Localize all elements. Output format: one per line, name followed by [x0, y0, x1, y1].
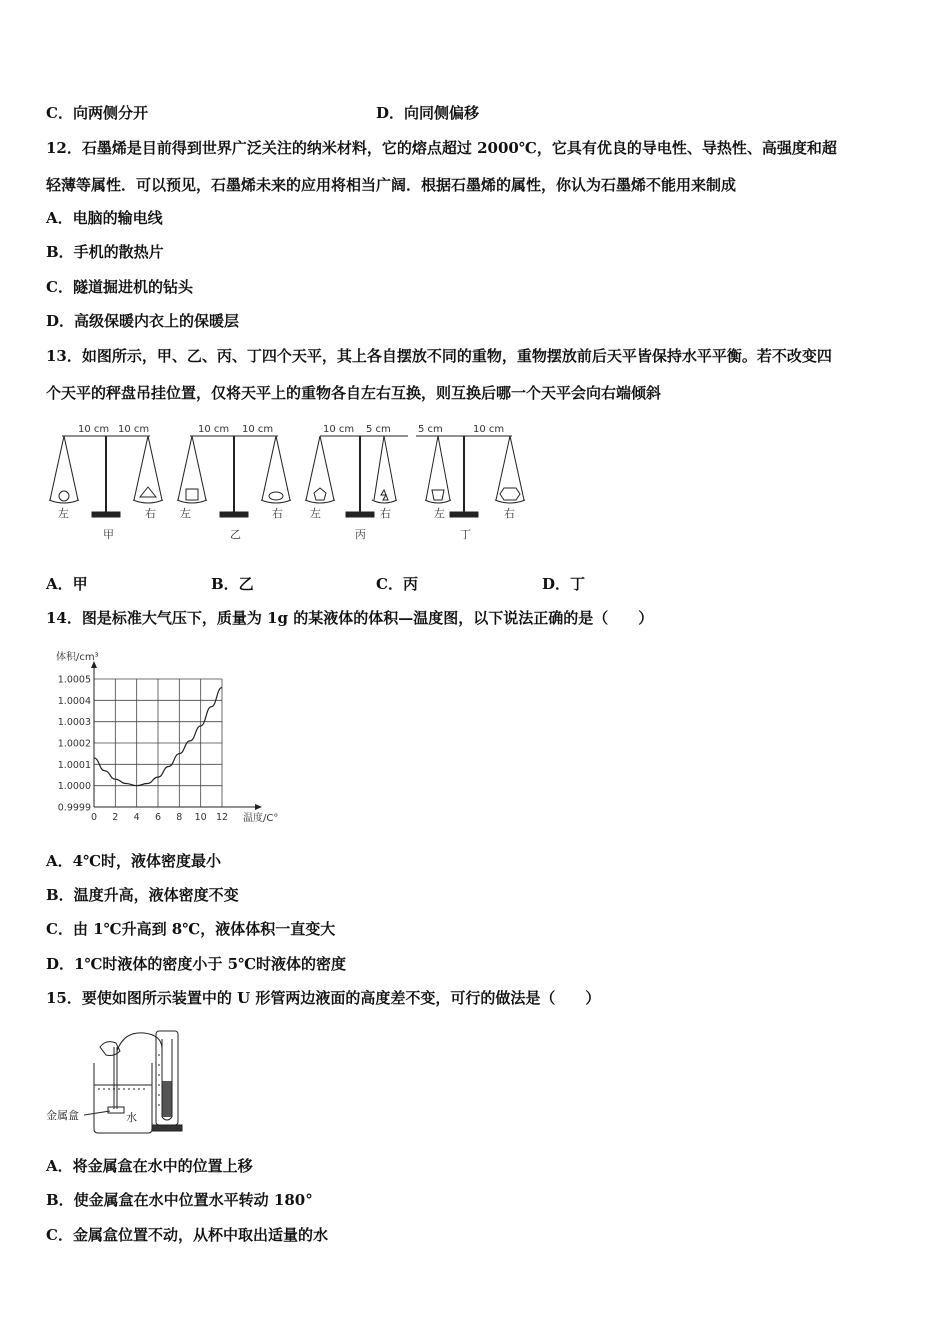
q12-option-d: D．高级保暖内衣上的保暖层 [46, 312, 240, 330]
balance-bing [305, 436, 408, 517]
u-tube-liquid [163, 1081, 172, 1117]
weight-oval [269, 492, 283, 500]
x-tick-label: 0 [90, 812, 98, 823]
q15-option-c: C．金属盒位置不动，从杯中取出适量的水 [46, 1226, 328, 1244]
weight-hexagon [500, 488, 520, 500]
q13-stem-line2: 个天平的秤盘吊挂位置，仅将天平上的重物各自左右互换，则互换后哪一个天平会向右端倾斜 [46, 384, 662, 402]
jia-left-label: 左 [58, 507, 69, 520]
base [92, 512, 120, 517]
chart-tick-labels [58, 675, 228, 824]
balance-ding [416, 436, 525, 517]
q12-option-a: A．电脑的输电线 [46, 209, 163, 227]
q11-option-d: D．向同侧偏移 [376, 104, 480, 122]
chart-axes [91, 661, 262, 810]
q12-stem-line1: 12．石墨烯是目前得到世界广泛关注的纳米材料，它的熔点超过 2000℃，它具有优良的导电性、导热性、高强度和超 [46, 139, 837, 157]
y-tick-label: 1.0001 [57, 759, 91, 771]
ding-right-label: 右 [504, 507, 515, 520]
x-tick-label: 10 [194, 812, 207, 823]
q14-option-a: A．4℃时，液体密度最小 [46, 852, 222, 870]
q13-option-c: C．丙 [376, 575, 418, 593]
y-tick-label: 1.0004 [57, 695, 91, 707]
metal-box-label: 金属盒 [46, 1109, 79, 1122]
water-label: 水 [126, 1111, 137, 1124]
jia-right-arm: 10 cm [118, 424, 150, 435]
weight-pentagon [314, 488, 326, 500]
weight-circle [59, 491, 69, 501]
q14-option-b: B．温度升高，液体密度不变 [46, 886, 239, 904]
yi-right-label: 右 [272, 507, 283, 520]
weight-trapezoid [432, 490, 444, 500]
q14-stem: 14．图是标准大气压下，质量为 1g 的某液体的体积—温度图，以下说法正确的是（ ） [46, 609, 654, 627]
bing-right-label: 右 [380, 507, 391, 520]
x-tick-label: 8 [176, 812, 183, 823]
q11-option-c: C．向两侧分开 [46, 104, 148, 122]
u-tube-base [152, 1125, 182, 1131]
q13-option-a: A．甲 [46, 575, 88, 593]
u-tube-apparatus-figure [44, 1025, 194, 1137]
y-tick-label: 0.9999 [57, 802, 91, 814]
x-axis-arrow [255, 804, 262, 810]
balance-jia [49, 436, 163, 517]
ding-right-arm: 10 cm [473, 424, 505, 435]
q13-option-b: B．乙 [211, 575, 254, 593]
bing-name: 丙 [355, 528, 366, 541]
x-tick-label: 12 [215, 812, 229, 823]
bing-left-arm: 10 cm [323, 424, 355, 435]
x-axis-label: 温度/C° [243, 813, 279, 824]
q15-option-b: B．使金属盒在水中位置水平转动 180° [46, 1191, 313, 1209]
weight-square [186, 489, 198, 500]
y-tick-label: 1.0002 [57, 738, 91, 750]
y-tick-label: 1.0005 [57, 674, 91, 686]
q13-stem-line1: 13．如图所示，甲、乙、丙、丁四个天平，其上各自摆放不同的重物，重物摆放前后天平皆保持水平平衡。若不改变四 [46, 347, 832, 365]
weight-star [381, 490, 388, 500]
balance-yi [177, 436, 291, 517]
q15-stem: 15．要使如图所示装置中的 U 形管两边液面的高度差不变，可行的做法是（ ） [46, 989, 601, 1007]
yi-right-arm: 10 cm [242, 424, 274, 435]
jia-left-arm: 10 cm [78, 424, 110, 435]
metal-box [108, 1107, 124, 1113]
q14-option-c: C．由 1℃升高到 8℃，液体体积一直变大 [46, 920, 336, 938]
q12-stem-line2: 轻薄等属性．可以预见，石墨烯未来的应用将相当广阔．根据石墨烯的属性，你认为石墨烯不能用来制成 [46, 176, 737, 194]
rubber-hose [117, 1033, 162, 1051]
q14-option-d: D．1℃时液体的密度小于 5℃时液体的密度 [46, 955, 347, 973]
y-tick-label: 1.0000 [57, 781, 91, 793]
chart-grid [94, 679, 222, 807]
ding-left-arm: 5 cm [418, 424, 443, 435]
yi-name: 乙 [230, 528, 241, 541]
balances-figure [40, 418, 540, 548]
beaker [94, 1063, 152, 1133]
weight-pentagon [140, 487, 156, 497]
q13-option-d: D．丁 [542, 575, 586, 593]
q15-option-a: A．将金属盒在水中的位置上移 [46, 1157, 253, 1175]
q12-option-b: B．手机的散热片 [46, 243, 164, 261]
q12-option-c: C．隧道掘进机的钻头 [46, 278, 193, 296]
ding-name: 丁 [460, 528, 471, 541]
bing-left-label: 左 [310, 507, 321, 520]
yi-left-arm: 10 cm [198, 424, 230, 435]
yi-left-label: 左 [180, 507, 191, 520]
jia-name: 甲 [103, 528, 114, 541]
y-axis-label: 体积/cm³ [56, 652, 99, 663]
volume-temperature-chart [50, 645, 300, 830]
jia-right-label: 右 [145, 507, 156, 520]
x-tick-label: 2 [112, 812, 119, 823]
bing-right-arm: 5 cm [366, 424, 391, 435]
x-tick-label: 4 [133, 812, 140, 823]
y-tick-label: 1.0003 [57, 717, 91, 729]
x-tick-label: 6 [154, 812, 162, 823]
ding-left-label: 左 [434, 507, 445, 520]
